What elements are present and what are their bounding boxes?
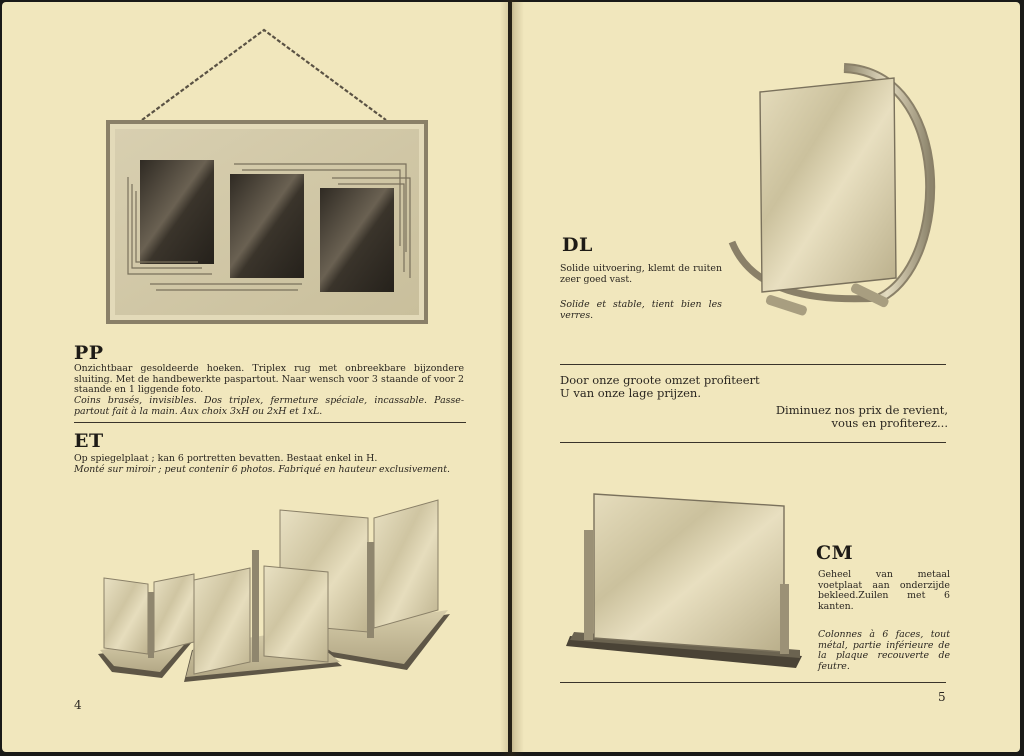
et-description-dutch: Op spiegelplaat ; kan 6 portretten bevatten. Bestaat enkel in H. — [74, 453, 378, 464]
cm-description-french: Colonnes à 6 faces, tout métal, partie inférieure de la plaque recouverte de feutre. — [818, 629, 950, 672]
slogan-dutch: Door onze groote omzet profiteert U van onze lage prijzen. — [560, 373, 760, 400]
cm-divider — [560, 682, 946, 683]
pp-heading: PP — [74, 342, 104, 364]
right-page — [512, 2, 1020, 752]
page-number-right: 5 — [938, 690, 946, 704]
et-heading: ET — [74, 430, 104, 452]
et-mirror-stand-illustration — [2, 2, 508, 752]
cm-heading: CM — [816, 542, 854, 564]
dl-description-french: Solide et stable, tient bien les verres. — [560, 299, 722, 321]
pp-description-french: Coins brasés, invisibles. Dos triplex, fermeture spéciale, incassable. Passe-partout fait à la main. Aux choix 3xH ou 2xH et 1xL. — [74, 395, 464, 417]
left-page — [2, 2, 508, 752]
page-number-left: 4 — [74, 698, 82, 712]
cm-description-dutch: Geheel van metaal voetplaat aan onderzijde bekleed.Zuilen met 6 kanten. — [818, 569, 950, 612]
slogan-french: Diminuez nos prix de revient, vous en profiterez... — [775, 403, 948, 430]
dl-heading: DL — [562, 234, 593, 256]
pp-description-dutch: Onzichtbaar gesoldeerde hoeken. Triplex rug met onbreekbare bijzondere sluiting. Met de handbewerkte paspartout. Naar wensch voor 3 staande of voor 2 staande en 1 liggende foto. — [74, 363, 464, 396]
et-description-french: Monté sur miroir ; peut contenir 6 photos. Fabriqué en hauteur exclusivement. — [74, 464, 450, 475]
dl-description-dutch: Solide uitvoering, klemt de ruiten zeer goed vast. — [560, 263, 722, 285]
